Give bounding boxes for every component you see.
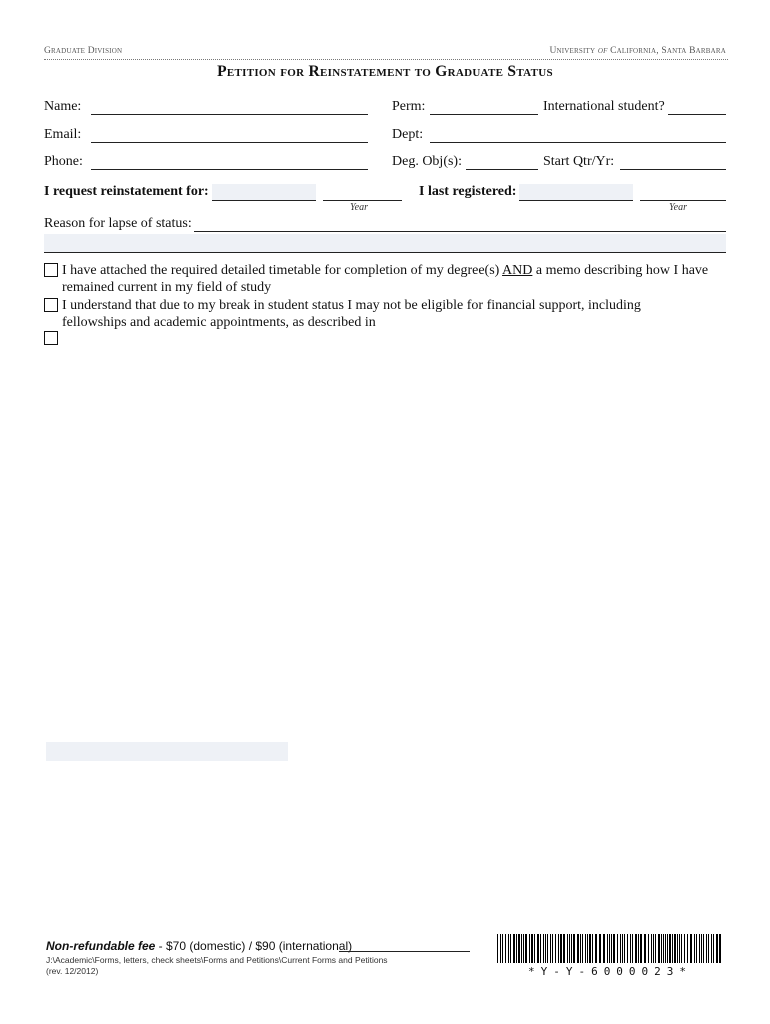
lastreg-quarter-field[interactable]	[519, 184, 633, 200]
reinstate-quarter-line	[212, 200, 316, 201]
c1-and: AND	[502, 263, 533, 278]
intl-label: International student?	[543, 99, 665, 114]
third-checkbox[interactable]	[44, 331, 58, 345]
email-label: Email:	[44, 127, 82, 142]
deg-label: Deg. Obj(s):	[392, 154, 462, 169]
email-field[interactable]	[91, 142, 368, 143]
reinstate-year-caption: Year	[350, 202, 368, 213]
reinstate-year-field[interactable]	[323, 200, 402, 201]
header-left: Graduate Division	[44, 46, 123, 56]
financial-support-statement	[62, 297, 732, 331]
reason-field-line2[interactable]	[44, 234, 726, 252]
dept-field[interactable]	[430, 142, 726, 143]
phone-label: Phone:	[44, 154, 83, 169]
timetable-checkbox[interactable]	[44, 263, 58, 277]
reinstate-quarter-field[interactable]	[212, 184, 316, 200]
lastreg-quarter-line	[519, 200, 633, 201]
header-right-of: of	[597, 46, 608, 56]
fee-label: Non-refundable fee	[46, 939, 156, 953]
c2-line1: I understand that due to my break in student status I may not be eligible for financial support, including	[62, 298, 641, 313]
fee-line	[46, 939, 352, 953]
revision: (rev. 12/2012)	[46, 966, 99, 976]
fee-text: - $70 (domestic) / $90 (international)	[155, 939, 353, 953]
c2-line2: fellowships and academic appointments, as described in	[62, 315, 376, 330]
reason-field-line2-underline	[44, 252, 726, 253]
file-path: J:\Academic\Forms, letters, check sheets\Forms and Petitions\Current Forms and Petitions	[46, 955, 388, 965]
lastreg-year-caption: Year	[669, 202, 687, 213]
page-title: Petition for Reinstatement to Graduate Status	[217, 63, 553, 80]
startqtr-field[interactable]	[620, 169, 726, 170]
signature-field[interactable]	[46, 742, 288, 761]
dept-label: Dept:	[392, 127, 424, 142]
lastreg-year-field[interactable]	[640, 200, 726, 201]
lastreg-label: I last registered:	[419, 184, 517, 199]
fee-field[interactable]	[339, 951, 470, 952]
header-rule	[44, 59, 728, 60]
name-field[interactable]	[91, 114, 368, 115]
deg-field[interactable]	[466, 169, 538, 170]
c1-part-a: I have attached the required detailed timetable for completion of my degree(s)	[62, 263, 503, 278]
perm-label: Perm:	[392, 99, 426, 114]
reinstate-label: I request reinstatement for:	[44, 184, 209, 199]
timetable-statement	[62, 262, 732, 296]
phone-field[interactable]	[91, 169, 368, 170]
financial-support-checkbox[interactable]	[44, 298, 58, 312]
header-right-prefix: University	[549, 46, 596, 56]
perm-field[interactable]	[430, 114, 538, 115]
startqtr-label: Start Qtr/Yr:	[543, 154, 615, 169]
c1-line2: remained current in my field of study	[62, 280, 272, 295]
c1-part-b: a memo describing how I have	[532, 263, 709, 278]
barcode	[497, 934, 723, 963]
header-right-suffix: California, Santa Barbara	[610, 46, 726, 56]
reason-label: Reason for lapse of status:	[44, 216, 192, 231]
intl-field[interactable]	[668, 114, 726, 115]
name-label: Name:	[44, 99, 82, 114]
header-right	[549, 46, 726, 56]
reason-field-line1[interactable]	[194, 231, 726, 232]
barcode-text: *Y-Y-6000023*	[527, 965, 693, 978]
